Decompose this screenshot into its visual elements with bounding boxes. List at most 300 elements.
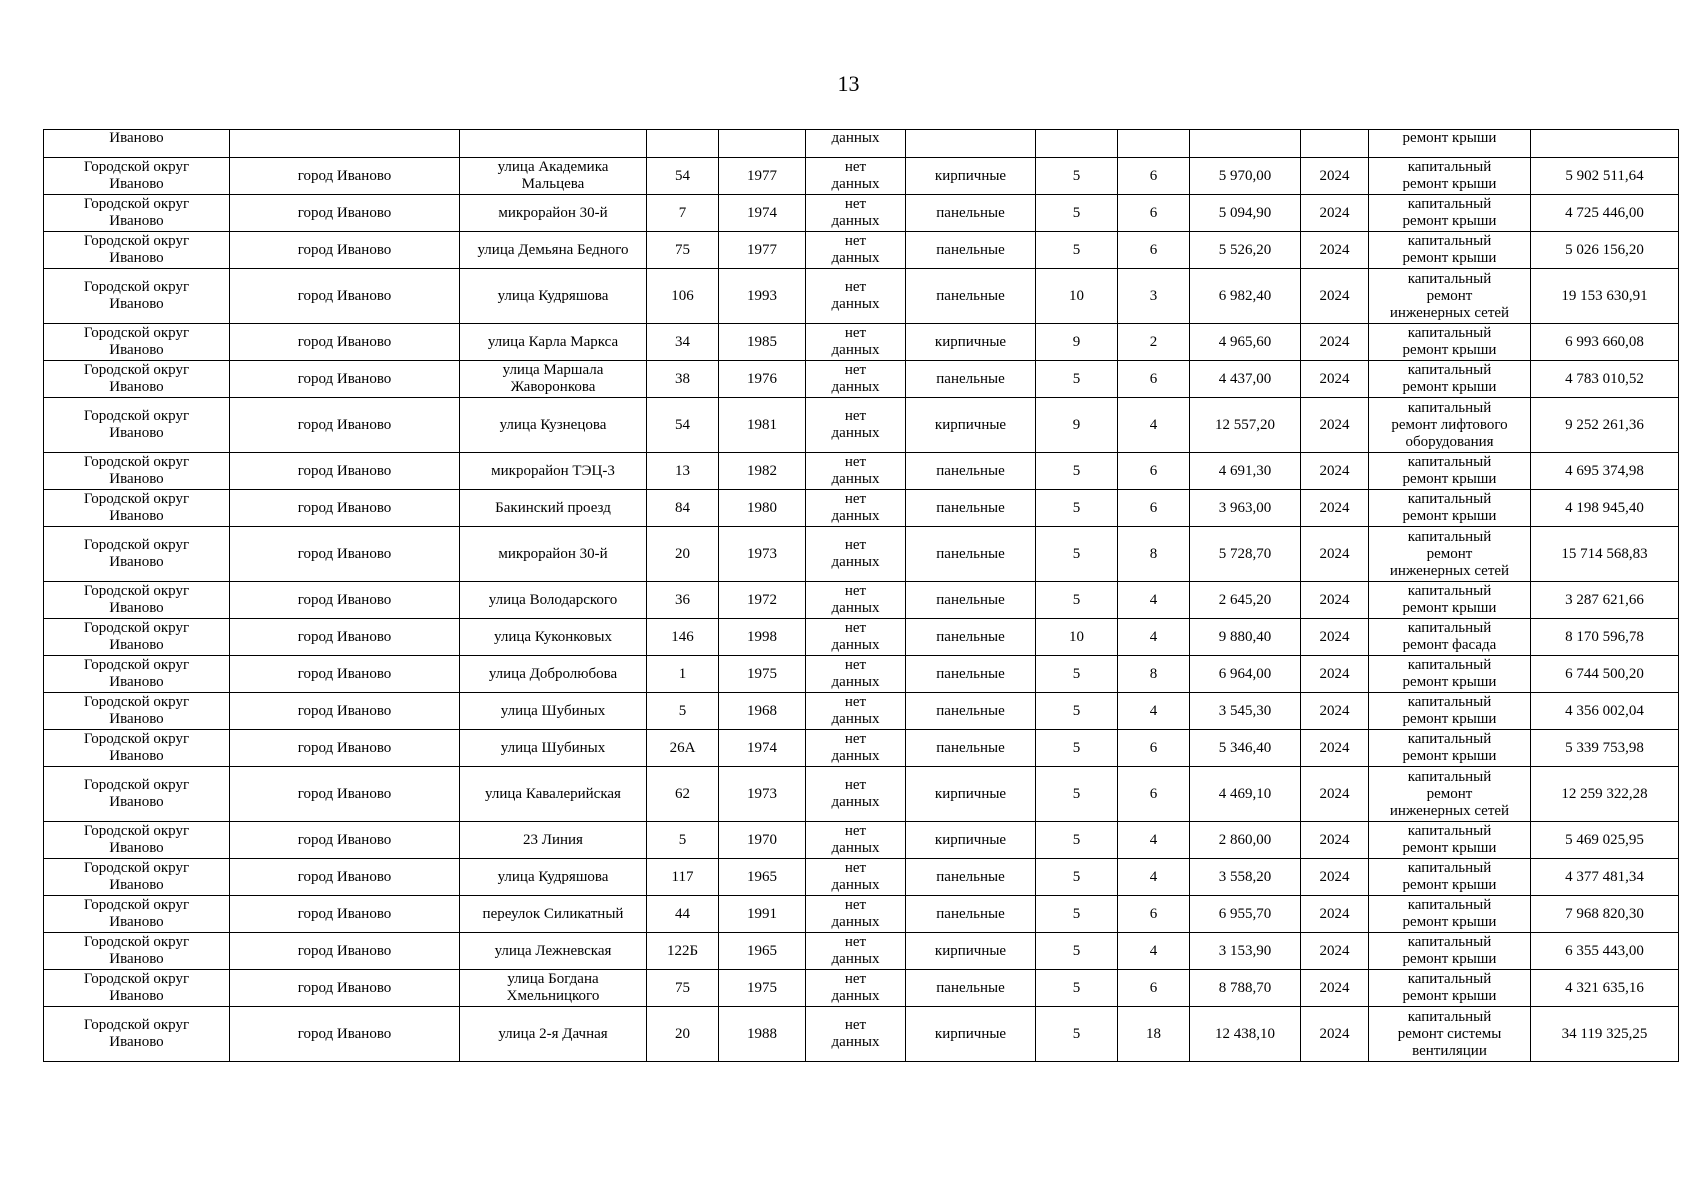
cell-municipality: Городской округ Иваново	[44, 269, 230, 324]
cell-year-built: 1970	[719, 822, 806, 859]
cell-settlement: город Иваново	[230, 269, 460, 324]
cell-planned-year: 2024	[1301, 933, 1369, 970]
table-row	[44, 453, 1679, 490]
table-row	[44, 269, 1679, 324]
cell-year-last-repair: данных	[806, 130, 906, 158]
cell-wall-material: панельные	[906, 656, 1036, 693]
table-row	[44, 158, 1679, 195]
cell-floors: 10	[1036, 619, 1118, 656]
cell-planned-year: 2024	[1301, 693, 1369, 730]
cell-total-area: 5 526,20	[1190, 232, 1301, 269]
cell-year-built: 1965	[719, 859, 806, 896]
cell-year-built: 1981	[719, 398, 806, 453]
cell-entrances	[1118, 130, 1190, 158]
cell-wall-material: панельные	[906, 730, 1036, 767]
cell-street: улица Кудряшова	[460, 269, 647, 324]
cell-year-last-repair: нет данных	[806, 195, 906, 232]
cell-cost: 8 170 596,78	[1531, 619, 1679, 656]
cell-house-number: 44	[647, 896, 719, 933]
cell-street: переулок Силикатный	[460, 896, 647, 933]
table-row	[44, 970, 1679, 1007]
cell-cost: 15 714 568,83	[1531, 527, 1679, 582]
cell-year-last-repair: нет данных	[806, 730, 906, 767]
cell-year-built: 1991	[719, 896, 806, 933]
cell-entrances: 4	[1118, 619, 1190, 656]
cell-house-number	[647, 130, 719, 158]
cell-floors: 5	[1036, 656, 1118, 693]
cell-planned-year	[1301, 130, 1369, 158]
cell-cost: 4 198 945,40	[1531, 490, 1679, 527]
cell-cost: 34 119 325,25	[1531, 1007, 1679, 1062]
cell-planned-year: 2024	[1301, 232, 1369, 269]
cell-wall-material: кирпичные	[906, 933, 1036, 970]
cell-municipality: Городской округ Иваново	[44, 656, 230, 693]
cell-total-area: 2 860,00	[1190, 822, 1301, 859]
cell-street: улица Карла Маркса	[460, 324, 647, 361]
cell-floors: 5	[1036, 453, 1118, 490]
cell-entrances: 4	[1118, 693, 1190, 730]
cell-cost: 9 252 261,36	[1531, 398, 1679, 453]
cell-year-last-repair: нет данных	[806, 398, 906, 453]
cell-wall-material: кирпичные	[906, 158, 1036, 195]
cell-wall-material: кирпичные	[906, 324, 1036, 361]
cell-municipality: Городской округ Иваново	[44, 970, 230, 1007]
cell-year-built: 1980	[719, 490, 806, 527]
cell-municipality: Иваново	[44, 130, 230, 158]
cell-street: 23 Линия	[460, 822, 647, 859]
cell-municipality: Городской округ Иваново	[44, 195, 230, 232]
cell-total-area: 4 437,00	[1190, 361, 1301, 398]
cell-cost: 6 744 500,20	[1531, 656, 1679, 693]
table-row	[44, 582, 1679, 619]
cell-wall-material: панельные	[906, 527, 1036, 582]
cell-house-number: 13	[647, 453, 719, 490]
cell-municipality: Городской округ Иваново	[44, 896, 230, 933]
cell-planned-year: 2024	[1301, 656, 1369, 693]
cell-work-type: капитальный ремонт крыши	[1369, 933, 1531, 970]
cell-settlement: город Иваново	[230, 324, 460, 361]
cell-year-last-repair: нет данных	[806, 1007, 906, 1062]
cell-street: улица Демьяна Бедного	[460, 232, 647, 269]
cell-year-built: 1985	[719, 324, 806, 361]
cell-entrances: 4	[1118, 822, 1190, 859]
cell-floors: 5	[1036, 158, 1118, 195]
cell-house-number: 26А	[647, 730, 719, 767]
cell-work-type: капитальный ремонт крыши	[1369, 158, 1531, 195]
cell-floors: 5	[1036, 582, 1118, 619]
cell-cost: 6 993 660,08	[1531, 324, 1679, 361]
cell-street: улица Добролюбова	[460, 656, 647, 693]
cell-total-area: 12 557,20	[1190, 398, 1301, 453]
cell-entrances: 3	[1118, 269, 1190, 324]
cell-municipality: Городской округ Иваново	[44, 730, 230, 767]
cell-work-type: капитальный ремонт крыши	[1369, 859, 1531, 896]
cell-year-built: 1975	[719, 656, 806, 693]
cell-cost: 4 725 446,00	[1531, 195, 1679, 232]
cell-entrances: 6	[1118, 453, 1190, 490]
cell-work-type: капитальный ремонт крыши	[1369, 361, 1531, 398]
table-row	[44, 398, 1679, 453]
cell-house-number: 106	[647, 269, 719, 324]
cell-total-area: 12 438,10	[1190, 1007, 1301, 1062]
table-row	[44, 527, 1679, 582]
cell-house-number: 75	[647, 970, 719, 1007]
cell-total-area: 5 970,00	[1190, 158, 1301, 195]
cell-municipality: Городской округ Иваново	[44, 453, 230, 490]
cell-settlement: город Иваново	[230, 195, 460, 232]
cell-municipality: Городской округ Иваново	[44, 822, 230, 859]
cell-year-last-repair: нет данных	[806, 324, 906, 361]
cell-street: улица Шубиных	[460, 693, 647, 730]
cell-entrances: 4	[1118, 933, 1190, 970]
cell-planned-year: 2024	[1301, 527, 1369, 582]
cell-planned-year: 2024	[1301, 896, 1369, 933]
cell-settlement: город Иваново	[230, 970, 460, 1007]
cell-street: улица 2-я Дачная	[460, 1007, 647, 1062]
page-number: 13	[837, 71, 860, 96]
table-row	[44, 933, 1679, 970]
cell-year-last-repair: нет данных	[806, 933, 906, 970]
cell-wall-material: панельные	[906, 619, 1036, 656]
cell-street: улица Кудряшова	[460, 859, 647, 896]
cell-year-last-repair: нет данных	[806, 859, 906, 896]
cell-planned-year: 2024	[1301, 582, 1369, 619]
cell-total-area: 9 880,40	[1190, 619, 1301, 656]
cell-total-area: 5 346,40	[1190, 730, 1301, 767]
cell-planned-year: 2024	[1301, 158, 1369, 195]
cell-year-built	[719, 130, 806, 158]
cell-planned-year: 2024	[1301, 1007, 1369, 1062]
cell-year-last-repair: нет данных	[806, 527, 906, 582]
cell-floors: 5	[1036, 822, 1118, 859]
cell-planned-year: 2024	[1301, 324, 1369, 361]
cell-total-area: 3 963,00	[1190, 490, 1301, 527]
table-row	[44, 490, 1679, 527]
cell-year-last-repair: нет данных	[806, 656, 906, 693]
table-row-continued	[44, 130, 1679, 158]
table-row	[44, 859, 1679, 896]
cell-entrances: 6	[1118, 767, 1190, 822]
cell-cost: 5 339 753,98	[1531, 730, 1679, 767]
cell-work-type: капитальный ремонт крыши	[1369, 896, 1531, 933]
cell-municipality: Городской округ Иваново	[44, 361, 230, 398]
table-row	[44, 195, 1679, 232]
table-row	[44, 822, 1679, 859]
cell-total-area	[1190, 130, 1301, 158]
table-row	[44, 767, 1679, 822]
cell-settlement: город Иваново	[230, 398, 460, 453]
cell-floors: 5	[1036, 693, 1118, 730]
table-row	[44, 232, 1679, 269]
cell-cost: 5 902 511,64	[1531, 158, 1679, 195]
cell-year-built: 1975	[719, 970, 806, 1007]
cell-floors: 5	[1036, 232, 1118, 269]
table-row	[44, 361, 1679, 398]
cell-planned-year: 2024	[1301, 619, 1369, 656]
cell-year-last-repair: нет данных	[806, 269, 906, 324]
cell-year-last-repair: нет данных	[806, 158, 906, 195]
cell-year-built: 1993	[719, 269, 806, 324]
cell-street: улица Богдана Хмельницкого	[460, 970, 647, 1007]
cell-street	[460, 130, 647, 158]
cell-floors: 5	[1036, 490, 1118, 527]
cell-street: улица Кавалерийская	[460, 767, 647, 822]
cell-work-type: капитальный ремонт крыши	[1369, 195, 1531, 232]
cell-year-built: 1973	[719, 527, 806, 582]
cell-floors: 5	[1036, 1007, 1118, 1062]
cell-settlement: город Иваново	[230, 619, 460, 656]
cell-total-area: 4 965,60	[1190, 324, 1301, 361]
cell-cost: 4 377 481,34	[1531, 859, 1679, 896]
cell-planned-year: 2024	[1301, 859, 1369, 896]
cell-floors: 5	[1036, 195, 1118, 232]
cell-wall-material: кирпичные	[906, 822, 1036, 859]
cell-work-type: капитальный ремонт инженерных сетей	[1369, 269, 1531, 324]
cell-total-area: 3 153,90	[1190, 933, 1301, 970]
cell-municipality: Городской округ Иваново	[44, 859, 230, 896]
cell-settlement: город Иваново	[230, 453, 460, 490]
cell-planned-year: 2024	[1301, 269, 1369, 324]
cell-work-type: капитальный ремонт крыши	[1369, 970, 1531, 1007]
cell-house-number: 20	[647, 527, 719, 582]
cell-year-built: 1974	[719, 730, 806, 767]
cell-wall-material: панельные	[906, 582, 1036, 619]
cell-house-number: 122Б	[647, 933, 719, 970]
cell-work-type: капитальный ремонт крыши	[1369, 582, 1531, 619]
cell-municipality: Городской округ Иваново	[44, 767, 230, 822]
cell-municipality: Городской округ Иваново	[44, 232, 230, 269]
table-row	[44, 619, 1679, 656]
cell-year-last-repair: нет данных	[806, 693, 906, 730]
cell-settlement: город Иваново	[230, 527, 460, 582]
cell-municipality: Городской округ Иваново	[44, 582, 230, 619]
cell-cost: 12 259 322,28	[1531, 767, 1679, 822]
cell-floors: 5	[1036, 527, 1118, 582]
cell-entrances: 4	[1118, 398, 1190, 453]
cell-entrances: 6	[1118, 970, 1190, 1007]
table-row	[44, 324, 1679, 361]
cell-cost: 7 968 820,30	[1531, 896, 1679, 933]
cell-house-number: 62	[647, 767, 719, 822]
cell-wall-material: панельные	[906, 693, 1036, 730]
cell-year-built: 1998	[719, 619, 806, 656]
cell-settlement: город Иваново	[230, 158, 460, 195]
cell-wall-material: панельные	[906, 896, 1036, 933]
cell-house-number: 20	[647, 1007, 719, 1062]
cell-floors: 5	[1036, 859, 1118, 896]
cell-settlement: город Иваново	[230, 656, 460, 693]
cell-municipality: Городской округ Иваново	[44, 933, 230, 970]
cell-floors: 9	[1036, 398, 1118, 453]
cell-work-type: капитальный ремонт крыши	[1369, 453, 1531, 490]
cell-settlement: город Иваново	[230, 232, 460, 269]
cell-entrances: 8	[1118, 527, 1190, 582]
cell-entrances: 6	[1118, 232, 1190, 269]
cell-street: улица Академика Мальцева	[460, 158, 647, 195]
cell-street: улица Кузнецова	[460, 398, 647, 453]
cell-floors: 10	[1036, 269, 1118, 324]
cell-house-number: 34	[647, 324, 719, 361]
cell-street: улица Лежневская	[460, 933, 647, 970]
cell-work-type: капитальный ремонт лифтового оборудования	[1369, 398, 1531, 453]
cell-street: микрорайон 30-й	[460, 195, 647, 232]
cell-house-number: 36	[647, 582, 719, 619]
cell-entrances: 6	[1118, 490, 1190, 527]
cell-wall-material: панельные	[906, 361, 1036, 398]
cell-cost: 6 355 443,00	[1531, 933, 1679, 970]
cell-floors: 5	[1036, 933, 1118, 970]
cell-wall-material: панельные	[906, 232, 1036, 269]
cell-year-last-repair: нет данных	[806, 767, 906, 822]
cell-total-area: 5 094,90	[1190, 195, 1301, 232]
cell-total-area: 3 545,30	[1190, 693, 1301, 730]
cell-municipality: Городской округ Иваново	[44, 158, 230, 195]
cell-floors: 5	[1036, 767, 1118, 822]
cell-total-area: 2 645,20	[1190, 582, 1301, 619]
cell-total-area: 6 982,40	[1190, 269, 1301, 324]
cell-wall-material: панельные	[906, 490, 1036, 527]
cell-street: улица Куконковых	[460, 619, 647, 656]
cell-total-area: 5 728,70	[1190, 527, 1301, 582]
cell-total-area: 8 788,70	[1190, 970, 1301, 1007]
cell-street: улица Шубиных	[460, 730, 647, 767]
cell-planned-year: 2024	[1301, 822, 1369, 859]
cell-work-type: капитальный ремонт фасада	[1369, 619, 1531, 656]
cell-planned-year: 2024	[1301, 361, 1369, 398]
cell-year-last-repair: нет данных	[806, 619, 906, 656]
cell-entrances: 18	[1118, 1007, 1190, 1062]
table-body	[44, 130, 1679, 1062]
cell-year-last-repair: нет данных	[806, 361, 906, 398]
cell-planned-year: 2024	[1301, 490, 1369, 527]
cell-year-built: 1988	[719, 1007, 806, 1062]
cell-street: Бакинский проезд	[460, 490, 647, 527]
cell-planned-year: 2024	[1301, 767, 1369, 822]
cell-cost: 5 469 025,95	[1531, 822, 1679, 859]
cell-work-type: капитальный ремонт крыши	[1369, 232, 1531, 269]
cell-municipality: Городской округ Иваново	[44, 490, 230, 527]
cell-year-built: 1965	[719, 933, 806, 970]
cell-floors	[1036, 130, 1118, 158]
cell-work-type: капитальный ремонт крыши	[1369, 656, 1531, 693]
cell-settlement: город Иваново	[230, 896, 460, 933]
cell-municipality: Городской округ Иваново	[44, 1007, 230, 1062]
cell-planned-year: 2024	[1301, 195, 1369, 232]
cell-settlement: город Иваново	[230, 933, 460, 970]
cell-house-number: 54	[647, 158, 719, 195]
cell-settlement: город Иваново	[230, 490, 460, 527]
cell-total-area: 4 691,30	[1190, 453, 1301, 490]
cell-total-area: 3 558,20	[1190, 859, 1301, 896]
cell-cost: 4 321 635,16	[1531, 970, 1679, 1007]
cell-settlement: город Иваново	[230, 730, 460, 767]
cell-cost	[1531, 130, 1679, 158]
table-row	[44, 1007, 1679, 1062]
cell-municipality: Городской округ Иваново	[44, 693, 230, 730]
cell-wall-material: кирпичные	[906, 1007, 1036, 1062]
cell-entrances: 6	[1118, 158, 1190, 195]
cell-entrances: 6	[1118, 896, 1190, 933]
cell-work-type: капитальный ремонт крыши	[1369, 693, 1531, 730]
table-row	[44, 896, 1679, 933]
cell-entrances: 4	[1118, 582, 1190, 619]
cell-year-built: 1982	[719, 453, 806, 490]
cell-wall-material: кирпичные	[906, 767, 1036, 822]
cell-year-built: 1972	[719, 582, 806, 619]
cell-municipality: Городской округ Иваново	[44, 324, 230, 361]
cell-settlement	[230, 130, 460, 158]
table-row	[44, 730, 1679, 767]
cell-settlement: город Иваново	[230, 767, 460, 822]
cell-street: микрорайон ТЭЦ-3	[460, 453, 647, 490]
cell-cost: 3 287 621,66	[1531, 582, 1679, 619]
cell-planned-year: 2024	[1301, 970, 1369, 1007]
cell-total-area: 6 964,00	[1190, 656, 1301, 693]
cell-entrances: 4	[1118, 859, 1190, 896]
cell-settlement: город Иваново	[230, 1007, 460, 1062]
cell-entrances: 6	[1118, 195, 1190, 232]
cell-street: микрорайон 30-й	[460, 527, 647, 582]
cell-house-number: 54	[647, 398, 719, 453]
cell-cost: 5 026 156,20	[1531, 232, 1679, 269]
cell-year-last-repair: нет данных	[806, 582, 906, 619]
cell-year-built: 1968	[719, 693, 806, 730]
cell-year-last-repair: нет данных	[806, 232, 906, 269]
cell-house-number: 5	[647, 822, 719, 859]
cell-year-last-repair: нет данных	[806, 970, 906, 1007]
cell-settlement: город Иваново	[230, 361, 460, 398]
cell-total-area: 6 955,70	[1190, 896, 1301, 933]
table-row	[44, 656, 1679, 693]
cell-work-type: капитальный ремонт крыши	[1369, 490, 1531, 527]
repair-program-table	[43, 129, 1679, 1062]
cell-cost: 19 153 630,91	[1531, 269, 1679, 324]
cell-municipality: Городской округ Иваново	[44, 619, 230, 656]
cell-entrances: 8	[1118, 656, 1190, 693]
cell-floors: 9	[1036, 324, 1118, 361]
cell-house-number: 5	[647, 693, 719, 730]
cell-wall-material: панельные	[906, 859, 1036, 896]
cell-work-type: ремонт крыши	[1369, 130, 1531, 158]
cell-street: улица Маршала Жаворонкова	[460, 361, 647, 398]
cell-cost: 4 695 374,98	[1531, 453, 1679, 490]
cell-year-built: 1976	[719, 361, 806, 398]
cell-planned-year: 2024	[1301, 453, 1369, 490]
cell-settlement: город Иваново	[230, 822, 460, 859]
cell-work-type: капитальный ремонт крыши	[1369, 324, 1531, 361]
cell-year-built: 1974	[719, 195, 806, 232]
cell-street: улица Володарского	[460, 582, 647, 619]
cell-entrances: 6	[1118, 730, 1190, 767]
cell-wall-material: кирпичные	[906, 398, 1036, 453]
cell-floors: 5	[1036, 896, 1118, 933]
cell-year-last-repair: нет данных	[806, 896, 906, 933]
cell-total-area: 4 469,10	[1190, 767, 1301, 822]
cell-house-number: 1	[647, 656, 719, 693]
cell-planned-year: 2024	[1301, 398, 1369, 453]
cell-work-type: капитальный ремонт инженерных сетей	[1369, 767, 1531, 822]
cell-wall-material: панельные	[906, 970, 1036, 1007]
cell-floors: 5	[1036, 970, 1118, 1007]
cell-work-type: капитальный ремонт системы вентиляции	[1369, 1007, 1531, 1062]
cell-work-type: капитальный ремонт крыши	[1369, 730, 1531, 767]
cell-year-last-repair: нет данных	[806, 822, 906, 859]
cell-cost: 4 783 010,52	[1531, 361, 1679, 398]
cell-year-built: 1973	[719, 767, 806, 822]
cell-wall-material: панельные	[906, 453, 1036, 490]
cell-year-last-repair: нет данных	[806, 490, 906, 527]
cell-year-built: 1977	[719, 158, 806, 195]
